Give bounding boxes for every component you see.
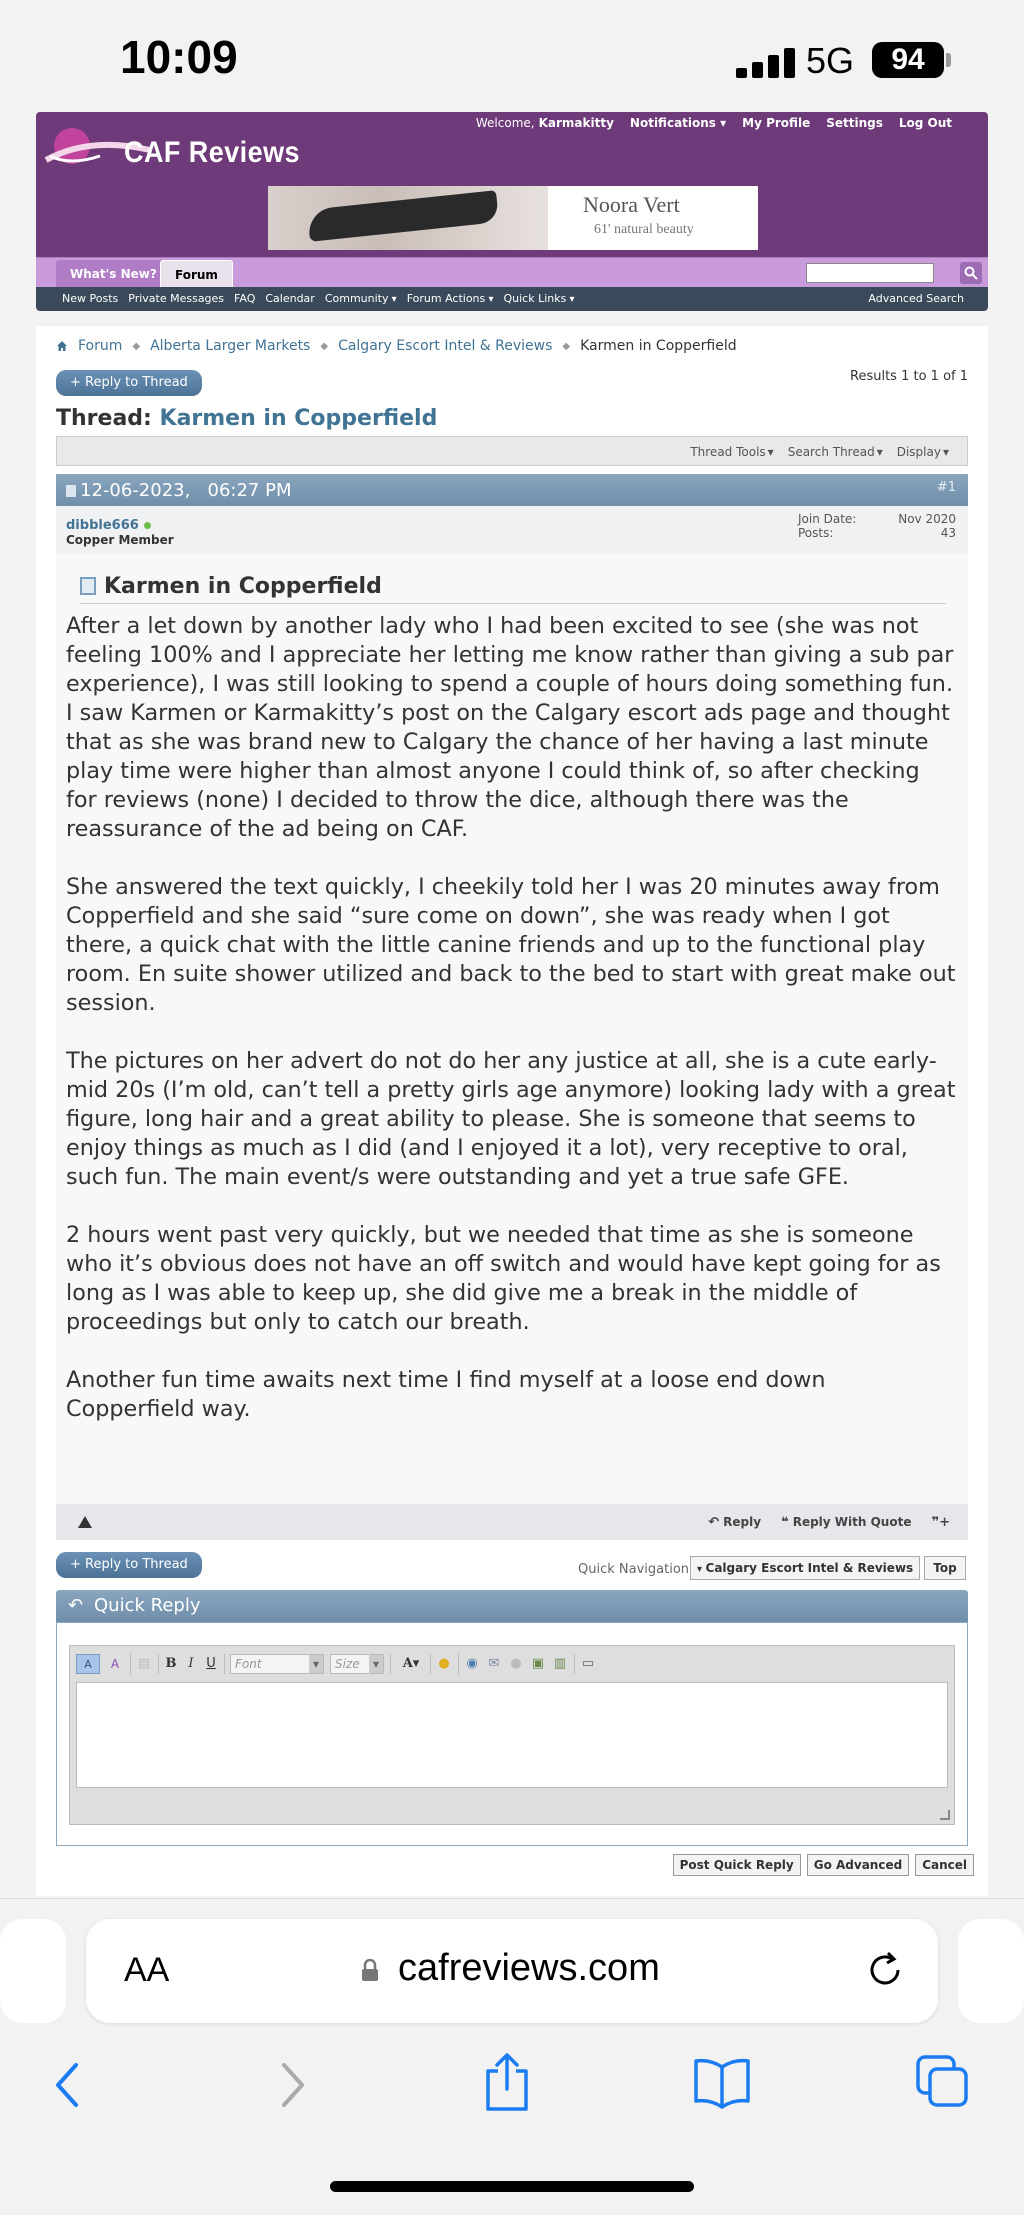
quick-navigation-label: Quick Navigation xyxy=(578,1562,690,1577)
search-button[interactable] xyxy=(960,262,982,284)
quick-reply-header: ↶ Quick Reply xyxy=(56,1590,968,1622)
previous-tab-preview[interactable] xyxy=(0,1919,66,2023)
unlink-icon[interactable]: ● xyxy=(510,1656,522,1671)
nav-new-posts[interactable]: New Posts xyxy=(62,292,119,305)
underline-icon[interactable]: U xyxy=(206,1656,216,1671)
italic-icon[interactable]: I xyxy=(188,1656,194,1671)
user-title: Copper Member xyxy=(66,533,174,547)
quick-reply-icon: ↶ xyxy=(68,1595,84,1616)
next-tab-preview[interactable] xyxy=(958,1919,1024,2023)
home-indicator xyxy=(330,2181,694,2192)
welcome-text: Welcome, Karmakitty xyxy=(475,116,614,130)
cancel-button[interactable]: Cancel xyxy=(915,1854,974,1876)
resize-handle-icon[interactable] xyxy=(940,1810,950,1820)
ad-banner[interactable] xyxy=(268,186,758,250)
notifications-link[interactable]: Notifications ▾ xyxy=(629,116,727,130)
quick-reply-box xyxy=(56,1622,968,1846)
remove-format-icon[interactable]: A xyxy=(76,1654,100,1674)
image-icon[interactable]: ▣ xyxy=(531,1656,545,1671)
size-select[interactable]: Size ▾ xyxy=(330,1654,384,1674)
thread-tools-menu[interactable]: Thread Tools ▾ xyxy=(690,445,773,459)
back-icon[interactable] xyxy=(52,2061,82,2109)
post-paragraph: After a let down by another lady who I had been excited to see (she was not feeling 100% and I appreciate her letting me know rather than giving a sub par experience), I was still looking to spend a couple of hours doing something fun. I saw Karmen or Karmakitty’s post on the Calgary escort ads page and thought that as she was brand new to Calgary the chance of her having a last minute play time were higher than almost anyone I could think of, so after checking for reviews (none) I decided to throw the dice, although there was the reassurance of the ad being on CAF. xyxy=(66,613,954,842)
breadcrumb-separator-icon: ◆ xyxy=(562,340,571,352)
address-bar[interactable] xyxy=(86,1919,938,2023)
url-text[interactable]: cafreviews.com xyxy=(398,1947,660,1989)
nav-links xyxy=(62,292,575,305)
banner-tagline: 61' natural beauty xyxy=(594,222,694,237)
reload-icon[interactable] xyxy=(864,1949,906,1991)
search-input[interactable] xyxy=(806,263,934,283)
video-icon[interactable]: ▥ xyxy=(553,1656,567,1671)
reply-to-thread-button[interactable]: + Reply to Thread xyxy=(56,370,202,396)
search-thread-menu[interactable]: Search Thread ▾ xyxy=(788,445,883,459)
post-paragraph: She answered the text quickly, I cheekily told her I was 20 minutes away from Copperfield and she said “sure come on down”, she was ready when I got there, a quick chat with the little canine friends and up to the functional play room. En suite shower utilized and back to the bed to start with great make out session. xyxy=(66,874,956,1016)
tab-forum[interactable]: Forum xyxy=(160,260,233,288)
switch-editor-icon[interactable]: A xyxy=(110,1657,120,1671)
bookmarks-icon[interactable] xyxy=(692,2057,752,2109)
user-stats-values: Nov 2020 43 xyxy=(898,512,956,540)
post-username[interactable]: dibble666 xyxy=(66,518,139,533)
tab-whats-new[interactable]: What's New? xyxy=(56,260,171,288)
forward-icon[interactable] xyxy=(278,2061,308,2109)
thread-tools-bar xyxy=(56,436,968,466)
document-icon xyxy=(80,577,96,595)
sub-navbar xyxy=(36,287,988,311)
reply-with-quote-button[interactable]: ❝ Reply With Quote xyxy=(781,1515,912,1530)
post-title: Karmen in Copperfield xyxy=(80,574,946,604)
tab-bar xyxy=(36,257,988,287)
breadcrumb xyxy=(56,338,737,354)
tabs-icon[interactable] xyxy=(914,2053,970,2109)
go-advanced-button[interactable]: Go Advanced xyxy=(807,1854,909,1876)
quick-reply-actions xyxy=(673,1854,974,1876)
banner-photo xyxy=(268,186,548,250)
text-color-icon[interactable]: A▾ xyxy=(402,1656,420,1671)
reply-icon: ↶ xyxy=(708,1515,720,1530)
reader-options-button[interactable]: AA xyxy=(124,1951,170,1989)
online-status-icon xyxy=(144,522,151,529)
post-quick-reply-button[interactable]: Post Quick Reply xyxy=(673,1854,801,1876)
editor-toolbar xyxy=(70,1646,954,1678)
multi-quote-button[interactable] xyxy=(931,1515,954,1530)
post-footer xyxy=(56,1504,968,1540)
battery-icon: 94 xyxy=(872,42,944,78)
display-menu[interactable]: Display ▾ xyxy=(897,445,949,459)
settings-link[interactable]: Settings xyxy=(826,116,883,130)
nav-community[interactable]: Community ▾ xyxy=(325,292,397,305)
content-panel xyxy=(36,326,988,1896)
breadcrumb-separator-icon: ◆ xyxy=(320,340,329,352)
quote-icon: ❝ xyxy=(781,1515,789,1530)
smilies-icon[interactable]: ● xyxy=(438,1656,450,1671)
post-header xyxy=(56,474,968,506)
nav-private-messages[interactable]: Private Messages xyxy=(128,292,225,305)
report-post-icon[interactable] xyxy=(78,1516,92,1528)
my-profile-link[interactable]: My Profile xyxy=(742,116,811,130)
post-paragraph: 2 hours went past very quickly, but we needed that time as she is someone who it’s obvious does not have an off switch and would have kept going for as long as I was able to keep up, she did give me a break in the middle of proceedings but only to catch our breath. xyxy=(66,1222,941,1335)
nav-quick-links[interactable]: Quick Links ▾ xyxy=(503,292,574,305)
post-number-link[interactable]: #1 xyxy=(936,480,956,495)
home-icon[interactable] xyxy=(56,340,68,352)
breadcrumb-current: Karmen in Copperfield xyxy=(580,338,737,354)
user-info xyxy=(56,506,968,554)
current-user-link[interactable]: Karmakitty xyxy=(538,116,614,130)
email-icon[interactable]: ✉ xyxy=(488,1656,500,1671)
rich-text-editor xyxy=(69,1645,955,1825)
paste-icon[interactable]: ▤ xyxy=(137,1656,151,1671)
search-icon xyxy=(964,266,978,280)
breadcrumb-forum[interactable]: Forum xyxy=(78,338,123,354)
font-select[interactable]: Font ▾ xyxy=(230,1654,324,1674)
lock-icon xyxy=(360,1959,380,1981)
advanced-search-link[interactable]: Advanced Search xyxy=(868,292,964,305)
site-header xyxy=(36,112,988,311)
top-links xyxy=(476,116,952,130)
breadcrumb-alberta[interactable]: Alberta Larger Markets xyxy=(150,338,311,354)
top-button[interactable]: Top xyxy=(924,1556,966,1580)
post-paragraph: Another fun time awaits next time I find myself at a loose end down Copperfield way. xyxy=(66,1367,826,1422)
link-icon[interactable]: ◉ xyxy=(466,1656,478,1671)
breadcrumb-calgary[interactable]: Calgary Escort Intel & Reviews xyxy=(338,338,553,354)
page-title: Thread: Karmen in Copperfield xyxy=(56,406,438,431)
browser-toolbar xyxy=(0,1898,1024,2215)
status-bar xyxy=(0,0,1024,110)
multi-quote-icon: ❞+ xyxy=(931,1515,950,1530)
post-paragraph: The pictures on her advert do not do her any justice at all, she is a cute early-mid 20s (I’m old, can’t tell a pretty girls age anymore) looking lady with a great figure, long hair and a great ability to please. She is someone that seems to enjoy things as much as I did (and I enjoyed it a lot), very receptive to oral, such fun. The main event/s were outstanding and yet a true safe GFE. xyxy=(66,1048,956,1190)
reply-to-thread-button-bottom[interactable]: + Reply to Thread xyxy=(56,1552,202,1578)
battery-tip xyxy=(946,53,951,67)
nav-calendar[interactable]: Calendar xyxy=(265,292,315,305)
share-icon[interactable] xyxy=(480,2051,534,2113)
thread-title-link[interactable]: Karmen in Copperfield xyxy=(159,406,438,431)
site-logo-text[interactable]: CAF Reviews xyxy=(124,136,301,169)
banner-name: Noora Vert xyxy=(583,192,680,217)
breadcrumb-separator-icon: ◆ xyxy=(132,340,141,352)
clock: 10:09 xyxy=(120,31,238,83)
post-body xyxy=(56,554,968,1504)
post-content xyxy=(66,612,956,1453)
header-banner xyxy=(36,112,988,257)
reply-button[interactable]: ↶ Reply xyxy=(708,1515,762,1530)
quote-insert-icon[interactable]: ▭ xyxy=(581,1656,595,1671)
signal-icon xyxy=(736,48,798,78)
quick-navigation-select[interactable]: ▾ Calgary Escort Intel & Reviews xyxy=(690,1556,920,1580)
post-date: 12-06-2023, 06:27 PM xyxy=(66,480,292,501)
reply-textarea[interactable] xyxy=(76,1682,948,1788)
logout-link[interactable]: Log Out xyxy=(898,116,952,130)
nav-forum-actions[interactable]: Forum Actions ▾ xyxy=(407,292,494,305)
user-stats-labels: Join Date: Posts: xyxy=(798,512,857,540)
nav-faq[interactable]: FAQ xyxy=(234,292,256,305)
results-count: Results 1 to 1 of 1 xyxy=(850,369,968,384)
network-label: 5G xyxy=(806,40,855,81)
bold-icon[interactable]: B xyxy=(165,1656,177,1671)
